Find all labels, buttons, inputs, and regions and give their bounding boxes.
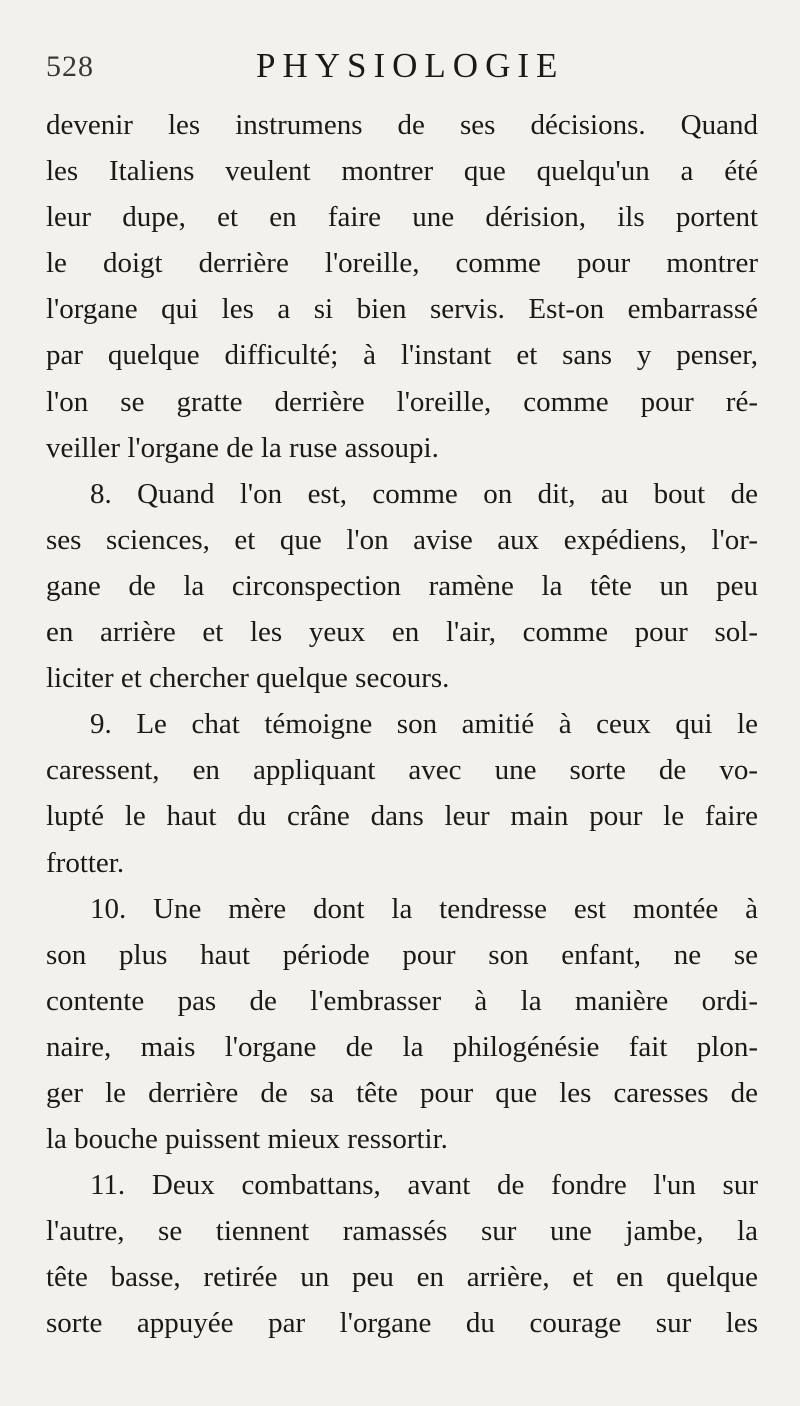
text-line: l'on se gratte derrière l'oreille, comme pour ré- bbox=[46, 385, 758, 418]
running-title: PHYSIOLOGIE bbox=[256, 46, 565, 85]
text-line: frotter. bbox=[46, 846, 125, 879]
text-line: veiller l'organe de la ruse assoupi. bbox=[46, 431, 439, 464]
text-line: caressent, en appliquant avec une sorte de vo- bbox=[46, 754, 758, 787]
text-line: le doigt derrière l'oreille, comme pour montrer bbox=[46, 247, 758, 280]
text-line: ger le derrière de sa tête pour que les caresses de bbox=[46, 1076, 758, 1109]
text-line: en arrière et les yeux en l'air, comme pour sol- bbox=[46, 616, 758, 649]
text-line: sorte appuyée par l'organe du courage sur les bbox=[46, 1307, 758, 1340]
text-line: l'autre, se tiennent ramassés sur une jambe, la bbox=[46, 1215, 758, 1248]
text-line: par quelque difficulté; à l'instant et sans y penser, bbox=[46, 339, 758, 372]
text-line: leur dupe, et en faire une dérision, ils portent bbox=[46, 201, 758, 234]
text-line: gane de la circonspection ramène la tête un peu bbox=[46, 569, 758, 602]
text-line: les Italiens veulent montrer que quelqu'un a été bbox=[46, 155, 758, 188]
body-text bbox=[46, 102, 758, 1347]
text-line: l'organe qui les a si bien servis. Est-on embarrassé bbox=[46, 293, 758, 326]
text-line: devenir les instrumens de ses décisions. Quand bbox=[46, 109, 758, 141]
text-line: 8. Quand l'on est, comme on dit, au bout de bbox=[90, 477, 758, 510]
text-line: 11. Deux combattans, avant de fondre l'un sur bbox=[90, 1169, 758, 1202]
text-line: 10. Une mère dont la tendresse est montée à bbox=[90, 892, 758, 925]
text-line: naire, mais l'organe de la philogénésie fait plon- bbox=[46, 1030, 758, 1063]
text-line: 9. Le chat témoigne son amitié à ceux qui le bbox=[90, 708, 758, 741]
text-line: liciter et chercher quelque secours. bbox=[46, 662, 450, 695]
text-line: contente pas de l'embrasser à la manière ordi- bbox=[46, 984, 758, 1017]
text-line: lupté le haut du crâne dans leur main pour le faire bbox=[46, 800, 758, 833]
text-line: ses sciences, et que l'on avise aux expédiens, l'or- bbox=[46, 523, 758, 556]
text-line: la bouche puissent mieux ressortir. bbox=[46, 1123, 448, 1156]
running-head bbox=[46, 46, 760, 90]
text-line: son plus haut période pour son enfant, ne se bbox=[46, 938, 758, 971]
text-line: tête basse, retirée un peu en arrière, et en quelque bbox=[46, 1261, 758, 1294]
page-number: 528 bbox=[46, 50, 94, 83]
